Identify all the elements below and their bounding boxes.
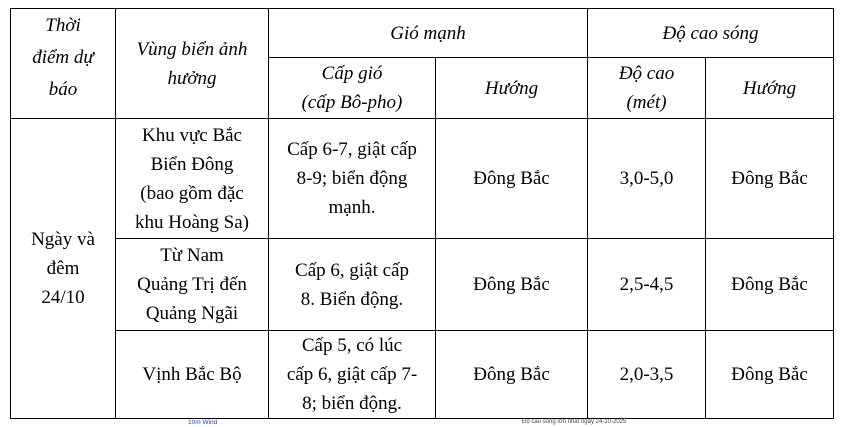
cell-wind-level (269, 119, 436, 239)
time-period-line: 24/10 (41, 287, 85, 308)
table-row (11, 239, 834, 331)
wave-direction-value: Đông Bắc (731, 274, 808, 295)
cell-wave-height (588, 331, 706, 419)
wave-map-caption: Độ cao sóng lớn nhất ngày 24-10-2025 (522, 419, 627, 425)
table-row (11, 119, 834, 239)
wind-level-line: 8. Biển động. (300, 288, 404, 310)
wave-height-value: 3,0-5,0 (619, 168, 674, 189)
header-time-line: Thời (45, 14, 81, 36)
header-cell-forecast-time (11, 9, 116, 119)
wind-level-line: cấp 6, giật cấp 7- (286, 364, 418, 385)
header-wave-direction: Hướng (742, 77, 797, 99)
header-row-1 (11, 9, 834, 58)
header-cell-wave-height (588, 9, 834, 58)
cell-region (116, 239, 269, 331)
cell-wind-level (269, 331, 436, 419)
header-wind-group: Gió mạnh (390, 22, 466, 44)
cell-region (116, 119, 269, 239)
cell-region (116, 331, 269, 419)
header-region-line: hưởng (167, 67, 217, 89)
header-wind-direction: Hướng (484, 77, 539, 99)
wind-level-line: mạnh. (328, 197, 376, 218)
time-period-line: đêm (46, 258, 80, 279)
cell-wave-height (588, 119, 706, 239)
cell-wind-level (269, 239, 436, 331)
header-wave-group: Độ cao sóng (662, 22, 759, 44)
wind-level-line: Cấp 5, có lúc (301, 335, 403, 356)
cell-wind-direction (436, 239, 588, 331)
header-time-line: báo (48, 78, 78, 100)
header-wave-height-line: (mét) (626, 92, 667, 113)
wind-direction-value: Đông Bắc (473, 168, 550, 189)
header-region-line: Vùng biển ảnh (136, 38, 248, 60)
region-line: Vịnh Bắc Bộ (142, 364, 242, 385)
wave-direction-value: Đông Bắc (731, 168, 808, 189)
region-line: (bao gồm đặc (140, 182, 244, 204)
region-line: Từ Nam (160, 245, 224, 266)
header-cell-wind-level (269, 58, 436, 119)
cell-wave-direction (706, 119, 834, 239)
region-line: Biển Đông (150, 153, 234, 175)
wind-level-line: 8-9; biển động (296, 168, 408, 189)
header-cell-wave-direction (706, 58, 834, 119)
cell-wind-direction (436, 119, 588, 239)
sea-forecast-table (10, 8, 834, 419)
wave-height-value: 2,5-4,5 (619, 274, 674, 295)
cell-wave-height (588, 239, 706, 331)
header-wind-level-line: (cấp Bô-pho) (301, 92, 403, 113)
cell-wind-direction (436, 331, 588, 419)
time-period-line: Ngày và (31, 229, 95, 250)
cell-wave-direction (706, 239, 834, 331)
header-cell-wind-direction (436, 58, 588, 119)
wind-map-label: 10m Wind (188, 419, 218, 426)
region-line: Quảng Ngãi (145, 303, 239, 324)
region-line: khu Hoàng Sa) (135, 211, 249, 233)
header-cell-affected-region (116, 9, 269, 119)
wind-direction-value: Đông Bắc (473, 364, 550, 385)
header-wind-level-line: Cấp gió (321, 63, 383, 84)
wind-level-line: Cấp 6-7, giật cấp (287, 139, 417, 160)
cell-time-period (11, 119, 116, 419)
header-wave-height-line: Độ cao (618, 63, 675, 84)
region-line: Khu vực Bắc (142, 124, 242, 146)
wave-height-value: 2,0-3,5 (619, 364, 674, 385)
cell-wave-direction (706, 331, 834, 419)
wind-direction-value: Đông Bắc (473, 274, 550, 295)
wind-level-line: Cấp 6, giật cấp (295, 259, 409, 281)
header-time-line: điểm dự (32, 46, 94, 68)
region-line: Quảng Trị đến (137, 274, 247, 295)
table-row (11, 331, 834, 419)
header-cell-wave-height-meters (588, 58, 706, 119)
wave-direction-value: Đông Bắc (731, 364, 808, 385)
wind-level-line: 8; biển động. (302, 393, 402, 414)
header-cell-strong-wind (269, 9, 588, 58)
